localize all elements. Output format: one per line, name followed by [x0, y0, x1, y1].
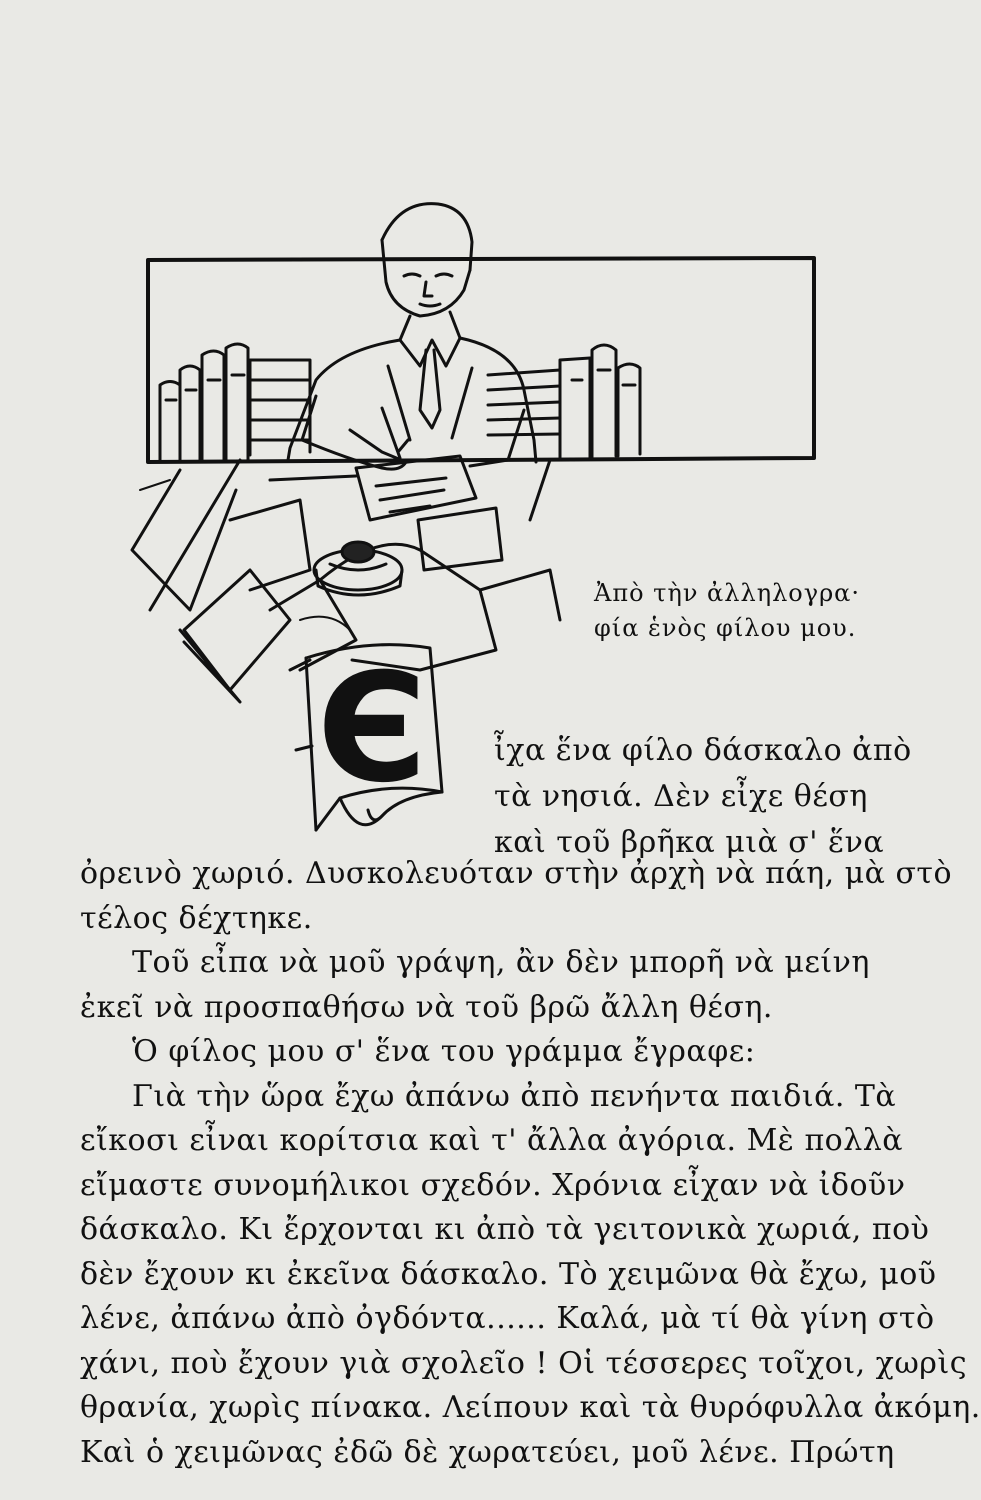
text-line: ὀρεινὸ χωριό. Δυσκολευόταν στὴν ἀρχὴ νὰ πάη, μὰ στὸ	[80, 856, 953, 891]
text-line: εἴμαστε συνομήλικοι σχεδόν. Χρόνια εἶχαν νὰ ἰδοῦν	[80, 1167, 906, 1203]
body-text	[80, 852, 981, 1475]
books-left	[160, 344, 310, 460]
text-line: Γιὰ τὴν ὥρα ἔχω ἀπάνω ἀπὸ πενήντα παιδιά. Τὰ	[132, 1078, 897, 1114]
text-line: δάσκαλο. Κι ἔρχονται κι ἀπὸ τὰ γειτονικὰ χωριά, ποὺ	[80, 1212, 930, 1247]
text-line: δὲν ἔχουν κι ἐκεῖνα δάσκαλο. Τὸ χειμῶνα θὰ ἔχω, μοῦ	[80, 1256, 937, 1292]
text-line: ἶχα ἕνα φίλο δάσκαλο ἀπὸ	[494, 733, 912, 768]
caption-line: Ἀπὸ τὴν ἀλληλογρα·	[594, 579, 861, 607]
text-line: καὶ τοῦ βρῆκα μιὰ σ' ἕνα	[494, 825, 885, 860]
inkwell	[314, 542, 402, 595]
caption-line: φία ἑνὸς φίλου μου.	[594, 614, 857, 642]
text-line: Ὁ φίλος μου σ' ἕνα του γράμμα ἔγραφε:	[132, 1034, 756, 1069]
text-line: τέλος δέχτηκε.	[80, 900, 313, 936]
text-line: εἴκοσι εἶναι κορίτσια καὶ τ' ἄλλα ἀγόρια. Μὲ πολλὰ	[80, 1123, 904, 1158]
man-figure	[288, 204, 536, 470]
illustration-caption	[594, 576, 864, 646]
text-line: Καὶ ὁ χειμῶνας ἐδῶ δὲ χωρατεύει, μοῦ λένε. Πρώτη	[80, 1434, 895, 1470]
text-line: ἐκεῖ νὰ προσπαθήσω νὰ τοῦ βρῶ ἄλλη θέση.	[80, 989, 773, 1025]
text-line: Τοῦ εἶπα νὰ μοῦ γράψη, ἂν δὲν μπορῆ νὰ μείνη	[132, 945, 870, 980]
dropcap-letter: Є	[316, 642, 428, 816]
text-line: θρανία, χωρὶς πίνακα. Λείπουν καὶ τὰ θυρόφυλλα ἀκόμη.	[80, 1390, 981, 1425]
text-line: τὰ νησιά. Δὲν εἶχε θέση	[494, 779, 868, 814]
dropcap-paragraph-start	[494, 728, 912, 866]
text-line: χάνι, ποὺ ἔχουν γιὰ σχολεῖο ! Οἱ τέσσερες τοῖχοι, χωρὶς	[80, 1345, 968, 1381]
text-line: λένε, ἀπάνω ἀπὸ ὀγδόντα...... Καλά, μὰ τί θὰ γίνη στὸ	[80, 1301, 935, 1336]
